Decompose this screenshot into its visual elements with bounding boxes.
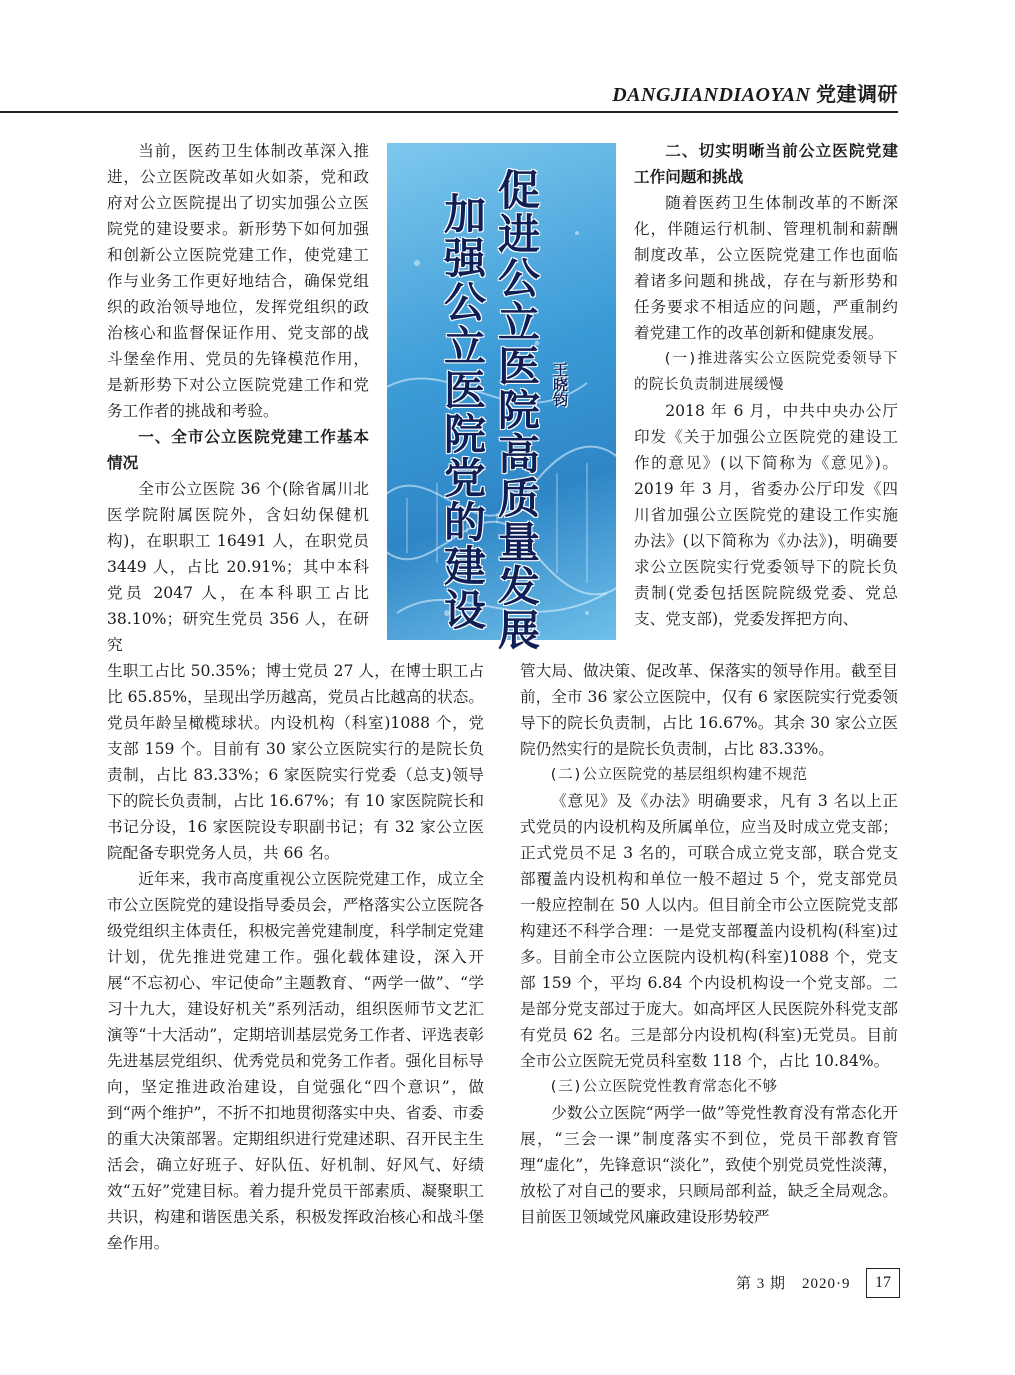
paragraph-opinion-part1: 2018 年 6 月，中共中央办公厅印发《关于加强公立医院党的建设工作的意见》(以下简称为《意见》)。2019 年 3 月，省委办公厅印发《四川省加强公立医院党的建设工作实施办法》(以下简称为《办法》)，明确要求公立医院实行党委领导下的院长负责制(党委包括医院院级党委、党总支、党支部)，党委发挥把方向、 xyxy=(634,402,898,628)
paragraph-stats-part1: 全市公立医院 36 个(除省属川北医学院附属医院外，含妇幼保健机构)，在职职工 16491 人，在职党员 3449 人，占比 20.91%；其中本科党员 2047 人，在本科职工占比 38.10%；研究生党员 356 人，在研究 xyxy=(107,480,369,654)
section-heading-1: 一、全市公立医院党建工作基本情况 xyxy=(107,428,369,472)
right-column-bottom xyxy=(520,658,898,1230)
paragraph-education: 少数公立医院“两学一做”等党性教育没有常态化开展，“三会一课”制度落实不到位，党员干部教育管理“虚化”，先锋意识“淡化”，致使个别党员党性淡薄，放松了对自己的要求，只顾局部利益，缺乏全局观念。目前医卫领域党风廉政建设形势较严 xyxy=(520,1104,898,1226)
right-column-top xyxy=(634,138,898,632)
banner-title-line1: 促进公立医院高质量发展 xyxy=(492,168,541,652)
subheading-1: (一)推进落实公立医院党委领导下的院长负责制进展缓慢 xyxy=(634,351,898,393)
paragraph-recent-years: 近年来，我市高度重视公立医院党建工作，成立全市公立医院党的建设指导委员会，严格落实公立医院各级党组织主体责任，积极完善党建制度，科学制定党建计划，优先推进党建工作。强化载体建设，深入开展“不忘初心、牢记使命”主题教育、“两学一做”、“学习十九大，建设好机关”系列活动，组织医师节文艺汇演等“十大活动”，定期培训基层党务工作者、评选表彰先进基层党组织、优秀党员和党务工作者。强化目标导向，坚定推进政治建设，自觉强化“四个意识”，做到“两个维护”，不折不扣地贯彻落实中央、省委、市委的重大决策部署。定期组织进行党建述职、召开民主生活会，确立好班子、好队伍、好机制、好风气、好绩效“五好”党建目标。着力提升党员干部素质、凝聚职工共识，构建和谐医患关系，积极发挥政治核心和战斗堡垒作用。 xyxy=(107,870,484,1252)
issue-info: 第 3 期 2020·9 xyxy=(736,1276,851,1292)
left-column-bottom xyxy=(107,658,484,1256)
paragraph-stats-part2: 生职工占比 50.35%；博士党员 27 人，在博士职工占比 65.85%，呈现出学历越高，党员占比越高的状态。党员年龄呈橄榄球状。内设机构（科室)1088 个，党支部 159 个。目前有 30 家公立医院实行的是院长负责制，占比 83.33%；6 家医院实行党委（总支)领导下的院长负责制，占比 16.67%；有 10 家医院院长和书记分设，16 家医院设专职副书记；有 32 家公立医院配备专职党务人员，共 66 名。 xyxy=(107,662,484,862)
article-author: 王晓钧 xyxy=(551,362,569,407)
header-rule xyxy=(0,111,898,113)
paragraph-organization: 《意见》及《办法》明确要求，凡有 3 名以上正式党员的内设机构及所属单位，应当及时成立党支部；正式党员不足 3 名的，可联合成立党支部，联合党支部覆盖内设机构和单位一般不超过 5 个，党支部党员一般应控制在 50 人以内。但目前全市公立医院党支部构建还不科学合理：一是党支部覆盖内设机构(科室)过多。目前全市公立医院内设机构(科室)1088 个，党支部 159 个，平均 6.84 个内设机构设一个党支部。二是部分党支部过于庞大。如高坪区人民医院外科党支部有党员 62 名。三是部分内设机构(科室)无党员。目前全市公立医院无党员科室数 118 个，占比 10.84%。 xyxy=(520,792,898,1070)
banner-title-line2: 加强公立医院党的建设 xyxy=(438,192,487,632)
header-title xyxy=(612,78,898,107)
section-heading-2: 二、切实明晰当前公立医院党建工作问题和挑战 xyxy=(634,142,898,186)
subheading-3: (三)公立医院党性教育常态化不够 xyxy=(549,1079,778,1095)
page-number: 17 xyxy=(866,1268,900,1298)
paragraph-opinion-part2: 管大局、做决策、促改革、保落实的领导作用。截至目前，全市 36 家公立医院中，仅有 6 家医院实行党委领导下的院长负责制，占比 16.67%。其余 30 家公立医院仍然实行的是院长负责制，占比 83.33%。 xyxy=(520,662,898,758)
intro-paragraph: 当前，医药卫生体制改革深入推进，公立医院改革如火如荼，党和政府对公立医院提出了切实加强公立医院党的建设要求。新形势下如何加强和创新公立医院党建工作，使党建工作与业务工作更好地结合，确保党组织的政治领导地位，发挥党组织的政治核心和监督保证作用、党支部的战斗堡垒作用、党员的先锋模范作用，是新形势下对公立医院党建工作和党务工作者的挑战和考验。 xyxy=(107,142,369,420)
subheading-2: (二)公立医院党的基层组织构建不规范 xyxy=(549,767,808,783)
header-title-en: DANGJIANDIAOYAN xyxy=(612,84,811,106)
paragraph-challenges: 随着医药卫生体制改革的不断深化，伴随运行机制、管理机制和薪酬制度改革，公立医院党建工作也面临着诸多问题和挑战，存在与新形势和任务要求不相适应的问题，严重制约着党建工作的改革创新和健康发展。 xyxy=(634,194,898,342)
page-header xyxy=(0,72,898,110)
header-title-cn: 党建调研 xyxy=(816,84,898,106)
left-column-top xyxy=(107,138,369,658)
